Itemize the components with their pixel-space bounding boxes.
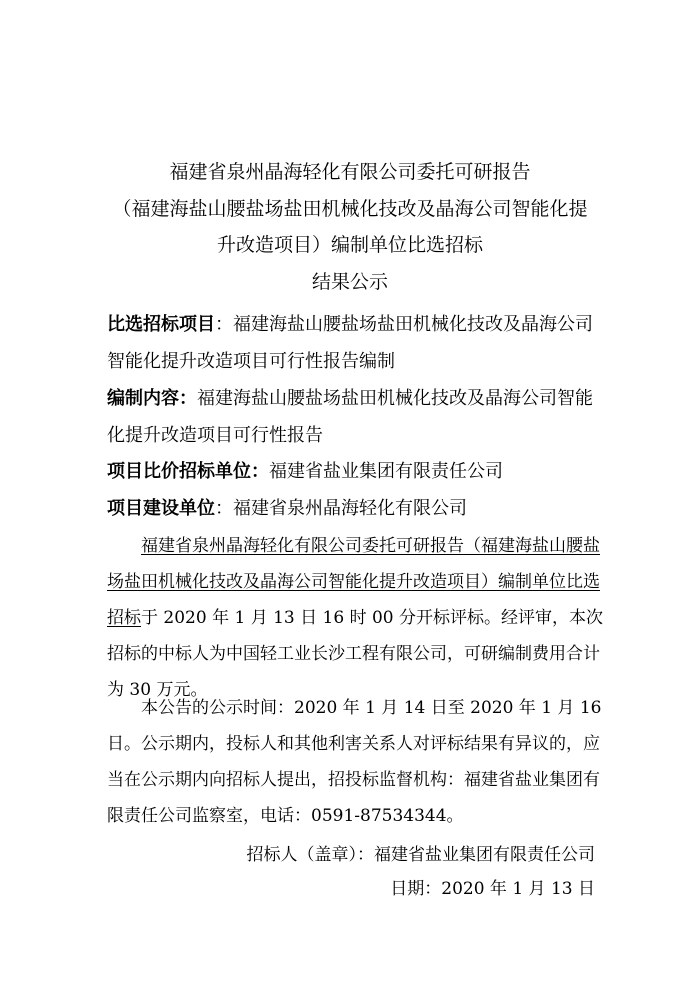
info-content-value: 福建海盐山腰盐场盐田机械化技改及晶海公司智能化提升改造项目可行性报告 (107, 388, 593, 446)
title-line-1: 福建省泉州晶海轻化有限公司委托可研报告 (169, 161, 531, 183)
result-paragraph-underlined: 福建省泉州晶海轻化有限公司委托可研报告（福建海盐山腰盐场盐田机械化技改及晶海公司智能化提升改造项目）编制单位比选招标 (107, 536, 600, 628)
issuer-signature: 招标人（盖章）：福建省盐业集团有限责任公司 (246, 845, 595, 865)
info-tender-label: 项目比价招标单位： (107, 461, 269, 482)
info-builder-value: ：福建省泉州晶海轻化有限公司 (215, 498, 467, 519)
title-line-3: 升改造项目）编制单位比选招标 (216, 234, 483, 256)
title-line-4: 结果公示 (311, 271, 388, 293)
issue-date: 日期：2020 年 1 月 13 日 (390, 879, 595, 899)
info-builder-unit (107, 490, 607, 527)
info-content (107, 380, 607, 454)
info-content-label: 编制内容： (107, 388, 197, 409)
notice-paragraph: 本公告的公示时间：2020 年 1 月 14 日至 2020 年 1 月 16 日。公示期内，投标人和其他利害关系人对评标结果有异议的，应当在公示期内向招标人提出，招投标监督机构：福建省盐业集团有限责任公司监察室，电话：0591-87534344。 (107, 698, 602, 826)
info-builder-label: 项目建设单位 (107, 498, 215, 519)
title-line-2: （福建海盐山腰盐场盐田机械化技改及晶海公司智能化提 (112, 198, 588, 220)
result-paragraph-rest: 于 2020 年 1 月 13 日 16 时 00 分开标评标。经评审，本次招标的中标人为中国轻工业长沙工程有限公司，可研编制费用合计为 30 万元。 (107, 608, 604, 700)
result-paragraph (107, 528, 607, 708)
info-project (107, 306, 607, 380)
info-project-value: ：福建海盐山腰盐场盐田机械化技改及晶海公司智能化提升改造项目可行性报告编制 (107, 314, 593, 372)
info-tender-value: 福建省盐业集团有限责任公司 (269, 461, 503, 482)
info-project-label: 比选招标项目 (107, 314, 215, 335)
info-tender-unit (107, 453, 607, 490)
